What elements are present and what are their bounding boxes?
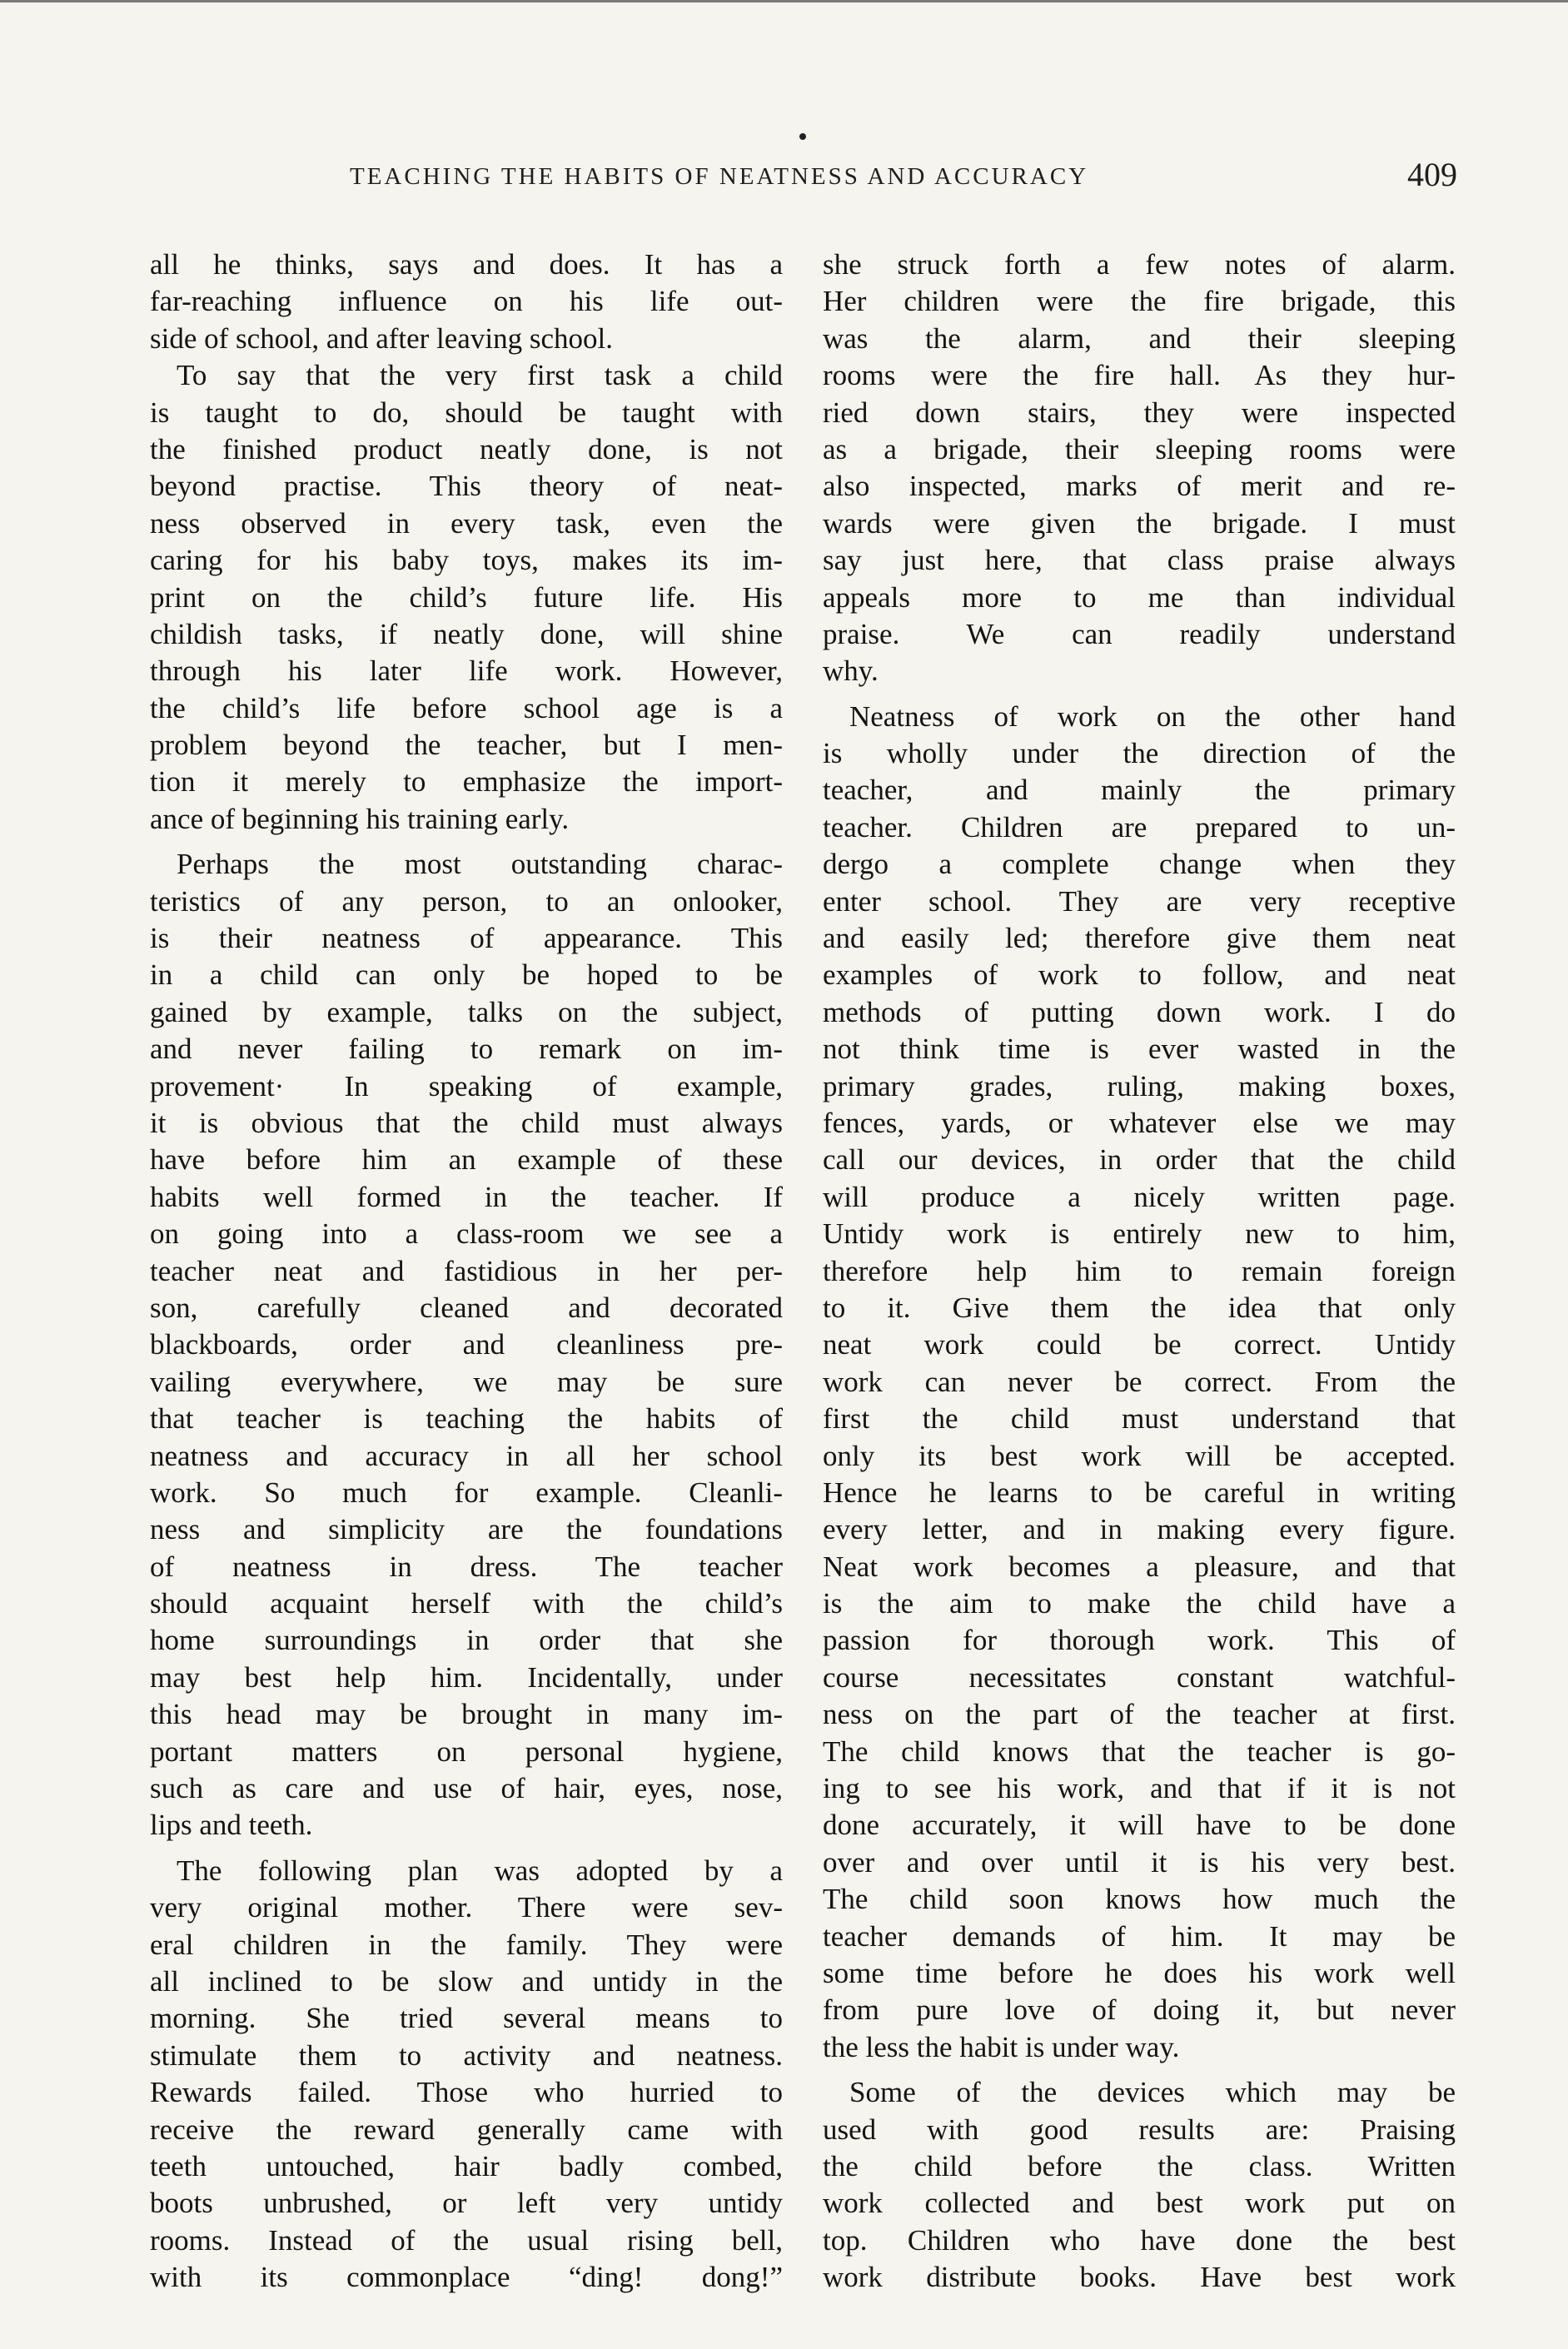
- text-line: print on the child’s future life. His: [150, 580, 783, 614]
- text-line: ness observed in every task, even the: [150, 506, 783, 540]
- text-line: in a child can only be hoped to be: [150, 958, 783, 992]
- text-line: habits well formed in the teacher. If: [150, 1180, 783, 1213]
- text-line: why.: [823, 654, 879, 688]
- text-line: teeth untouched, hair badly combed,: [150, 2149, 783, 2182]
- text-line: neat work could be correct. Untidy: [823, 1328, 1456, 1361]
- text-line: only its best work will be accepted.: [823, 1439, 1456, 1472]
- text-line: The following plan was adopted by a: [177, 1854, 783, 1887]
- text-line: may best help him. Incidentally, under: [150, 1660, 783, 1694]
- text-line: To say that the very first task a child: [177, 359, 783, 392]
- text-line: work can never be correct. From the: [823, 1365, 1456, 1398]
- text-line: eral children in the family. They were: [150, 1928, 783, 1961]
- text-line: ness on the part of the teacher at first.: [823, 1698, 1456, 1731]
- paragraph-gap: [823, 2066, 1456, 2074]
- text-line: primary grades, ruling, making boxes,: [823, 1069, 1456, 1102]
- text-line: The child knows that the teacher is go-: [823, 1734, 1456, 1768]
- text-line: of neatness in dress. The teacher: [150, 1550, 783, 1583]
- paragraph-gap: [150, 1844, 783, 1853]
- text-line: it is obvious that the child must always: [150, 1106, 783, 1139]
- text-line: top. Children who have done the best: [823, 2223, 1456, 2257]
- page-number: 409: [1407, 156, 1457, 193]
- text-line: will produce a nicely written page.: [823, 1180, 1456, 1213]
- text-line: very original mother. There were sev-: [150, 1891, 783, 1924]
- text-line: to it. Give them the idea that only: [823, 1291, 1456, 1324]
- text-line: Untidy work is entirely new to him,: [823, 1217, 1456, 1251]
- ink-dot: [799, 133, 806, 140]
- text-line: should acquaint herself with the child’s: [150, 1587, 783, 1620]
- text-line: therefore help him to remain foreign: [823, 1254, 1456, 1287]
- text-line: side of school, and after leaving school.: [150, 321, 613, 355]
- text-line: work. So much for example. Cleanli-: [150, 1476, 783, 1509]
- text-line: all inclined to be slow and untidy in the: [150, 1964, 783, 1998]
- text-line: ing to see his work, and that if it is not: [823, 1772, 1456, 1805]
- text-line: dergo a complete change when they: [823, 848, 1456, 881]
- text-line: work distribute books. Have best work: [823, 2261, 1456, 2294]
- text-line: Her children were the fire brigade, this: [823, 285, 1456, 318]
- text-line: teacher, and mainly the primary: [823, 774, 1456, 807]
- text-line: is the aim to make the child have a: [823, 1587, 1456, 1620]
- text-line: the less the habit is under way.: [823, 2030, 1180, 2063]
- text-line: that teacher is teaching the habits of: [150, 1402, 783, 1436]
- text-line: Neatness of work on the other hand: [849, 699, 1456, 733]
- text-line: Perhaps the most outstanding charac-: [177, 848, 783, 881]
- text-line: teacher demands of him. It may be: [823, 1919, 1456, 1953]
- text-line: Neat work becomes a pleasure, and that: [823, 1550, 1456, 1583]
- text-line: beyond practise. This theory of neat-: [150, 470, 783, 503]
- text-line: receive the reward generally came with: [150, 2113, 783, 2146]
- top-rule: [0, 0, 1568, 2]
- text-line: rooms. Instead of the usual rising bell,: [150, 2223, 783, 2257]
- text-line: morning. She tried several means to: [150, 2002, 783, 2035]
- text-line: childish tasks, if neatly done, will shine: [150, 617, 783, 650]
- text-line: and never failing to remark on im-: [150, 1033, 783, 1066]
- text-line: also inspected, marks of merit and re-: [823, 470, 1456, 503]
- running-head: TEACHING THE HABITS OF NEATNESS AND ACCURACY: [350, 163, 1089, 190]
- text-line: Some of the devices which may be: [849, 2076, 1456, 2109]
- text-line: examples of work to follow, and neat: [823, 958, 1456, 992]
- text-line: son, carefully cleaned and decorated: [150, 1291, 783, 1324]
- text-line: some time before he does his work well: [823, 1956, 1456, 1989]
- left-column: [150, 246, 783, 2296]
- text-line: not think time is ever wasted in the: [823, 1033, 1456, 1066]
- text-line: such as care and use of hair, eyes, nose,: [150, 1772, 783, 1805]
- text-line: blackboards, order and cleanliness pre-: [150, 1328, 783, 1361]
- text-line: used with good results are: Praising: [823, 2113, 1456, 2146]
- text-line: home surroundings in order that she: [150, 1624, 783, 1657]
- text-line: praise. We can readily understand: [823, 617, 1456, 650]
- text-line: fences, yards, or whatever else we may: [823, 1106, 1456, 1139]
- text-line: the child before the class. Written: [823, 2149, 1456, 2182]
- text-line: wards were given the brigade. I must: [823, 506, 1456, 540]
- text-line: teacher. Children are prepared to un-: [823, 810, 1456, 844]
- text-line: on going into a class-room we see a: [150, 1217, 783, 1251]
- text-line: problem beyond the teacher, but I men-: [150, 729, 783, 762]
- text-line: call our devices, in order that the child: [823, 1143, 1456, 1177]
- text-line: neatness and accuracy in all her school: [150, 1439, 783, 1472]
- text-line: the child’s life before school age is a: [150, 691, 783, 724]
- paragraph-gap: [823, 690, 1456, 699]
- paragraph-gap: [150, 838, 783, 846]
- text-line: rooms were the fire hall. As they hur-: [823, 359, 1456, 392]
- right-column: [823, 246, 1456, 2296]
- text-line: every letter, and in making every figure.: [823, 1513, 1456, 1546]
- text-line: have before him an example of these: [150, 1143, 783, 1177]
- text-line: and easily led; therefore give them neat: [823, 922, 1456, 955]
- text-line: as a brigade, their sleeping rooms were: [823, 432, 1456, 465]
- text-line: The child soon knows how much the: [823, 1883, 1456, 1916]
- text-line: methods of putting down work. I do: [823, 995, 1456, 1028]
- text-line: stimulate them to activity and neatness.: [150, 2038, 783, 2072]
- text-line: teristics of any person, to an onlooker,: [150, 884, 783, 918]
- text-line: done accurately, it will have to be done: [823, 1809, 1456, 1842]
- text-line: lips and teeth.: [150, 1809, 313, 1842]
- text-line: this head may be brought in many im-: [150, 1698, 783, 1731]
- text-line: all he thinks, says and does. It has a: [150, 248, 783, 281]
- text-line: Rewards failed. Those who hurried to: [150, 2076, 783, 2109]
- text-line: vailing everywhere, we may be sure: [150, 1365, 783, 1398]
- text-line: with its commonplace “ding! dong!”: [150, 2261, 783, 2294]
- text-line: caring for his baby toys, makes its im-: [150, 544, 783, 577]
- text-line: ance of beginning his training early.: [150, 802, 570, 835]
- text-line: passion for thorough work. This of: [823, 1624, 1456, 1657]
- text-line: far-reaching influence on his life out-: [150, 285, 783, 318]
- text-line: work collected and best work put on: [823, 2187, 1456, 2220]
- text-line: say just here, that class praise always: [823, 544, 1456, 577]
- text-line: is their neatness of appearance. This: [150, 922, 783, 955]
- text-line: ried down stairs, they were inspected: [823, 396, 1456, 429]
- text-line: enter school. They are very receptive: [823, 884, 1456, 918]
- text-line: appeals more to me than individual: [823, 580, 1456, 614]
- text-line: first the child must understand that: [823, 1402, 1456, 1436]
- text-line: the finished product neatly done, is not: [150, 432, 783, 465]
- text-line: tion it merely to emphasize the import-: [150, 765, 783, 799]
- text-line: course necessitates constant watchful-: [823, 1660, 1456, 1694]
- text-line: ness and simplicity are the foundations: [150, 1513, 783, 1546]
- text-line: portant matters on personal hygiene,: [150, 1734, 783, 1768]
- text-line: Hence he learns to be careful in writing: [823, 1476, 1456, 1509]
- text-line: is wholly under the direction of the: [823, 737, 1456, 770]
- text-line: she struck forth a few notes of alarm.: [823, 248, 1456, 281]
- text-line: was the alarm, and their sleeping: [823, 321, 1456, 355]
- text-line: over and over until it is his very best.: [823, 1845, 1456, 1879]
- text-line: teacher neat and fastidious in her per-: [150, 1254, 783, 1287]
- text-line: is taught to do, should be taught with: [150, 396, 783, 429]
- text-line: boots unbrushed, or left very untidy: [150, 2187, 783, 2220]
- text-line: through his later life work. However,: [150, 654, 783, 688]
- text-line: provement· In speaking of example,: [150, 1069, 783, 1102]
- text-line: from pure love of doing it, but never: [823, 1993, 1456, 2027]
- text-line: gained by example, talks on the subject,: [150, 995, 783, 1028]
